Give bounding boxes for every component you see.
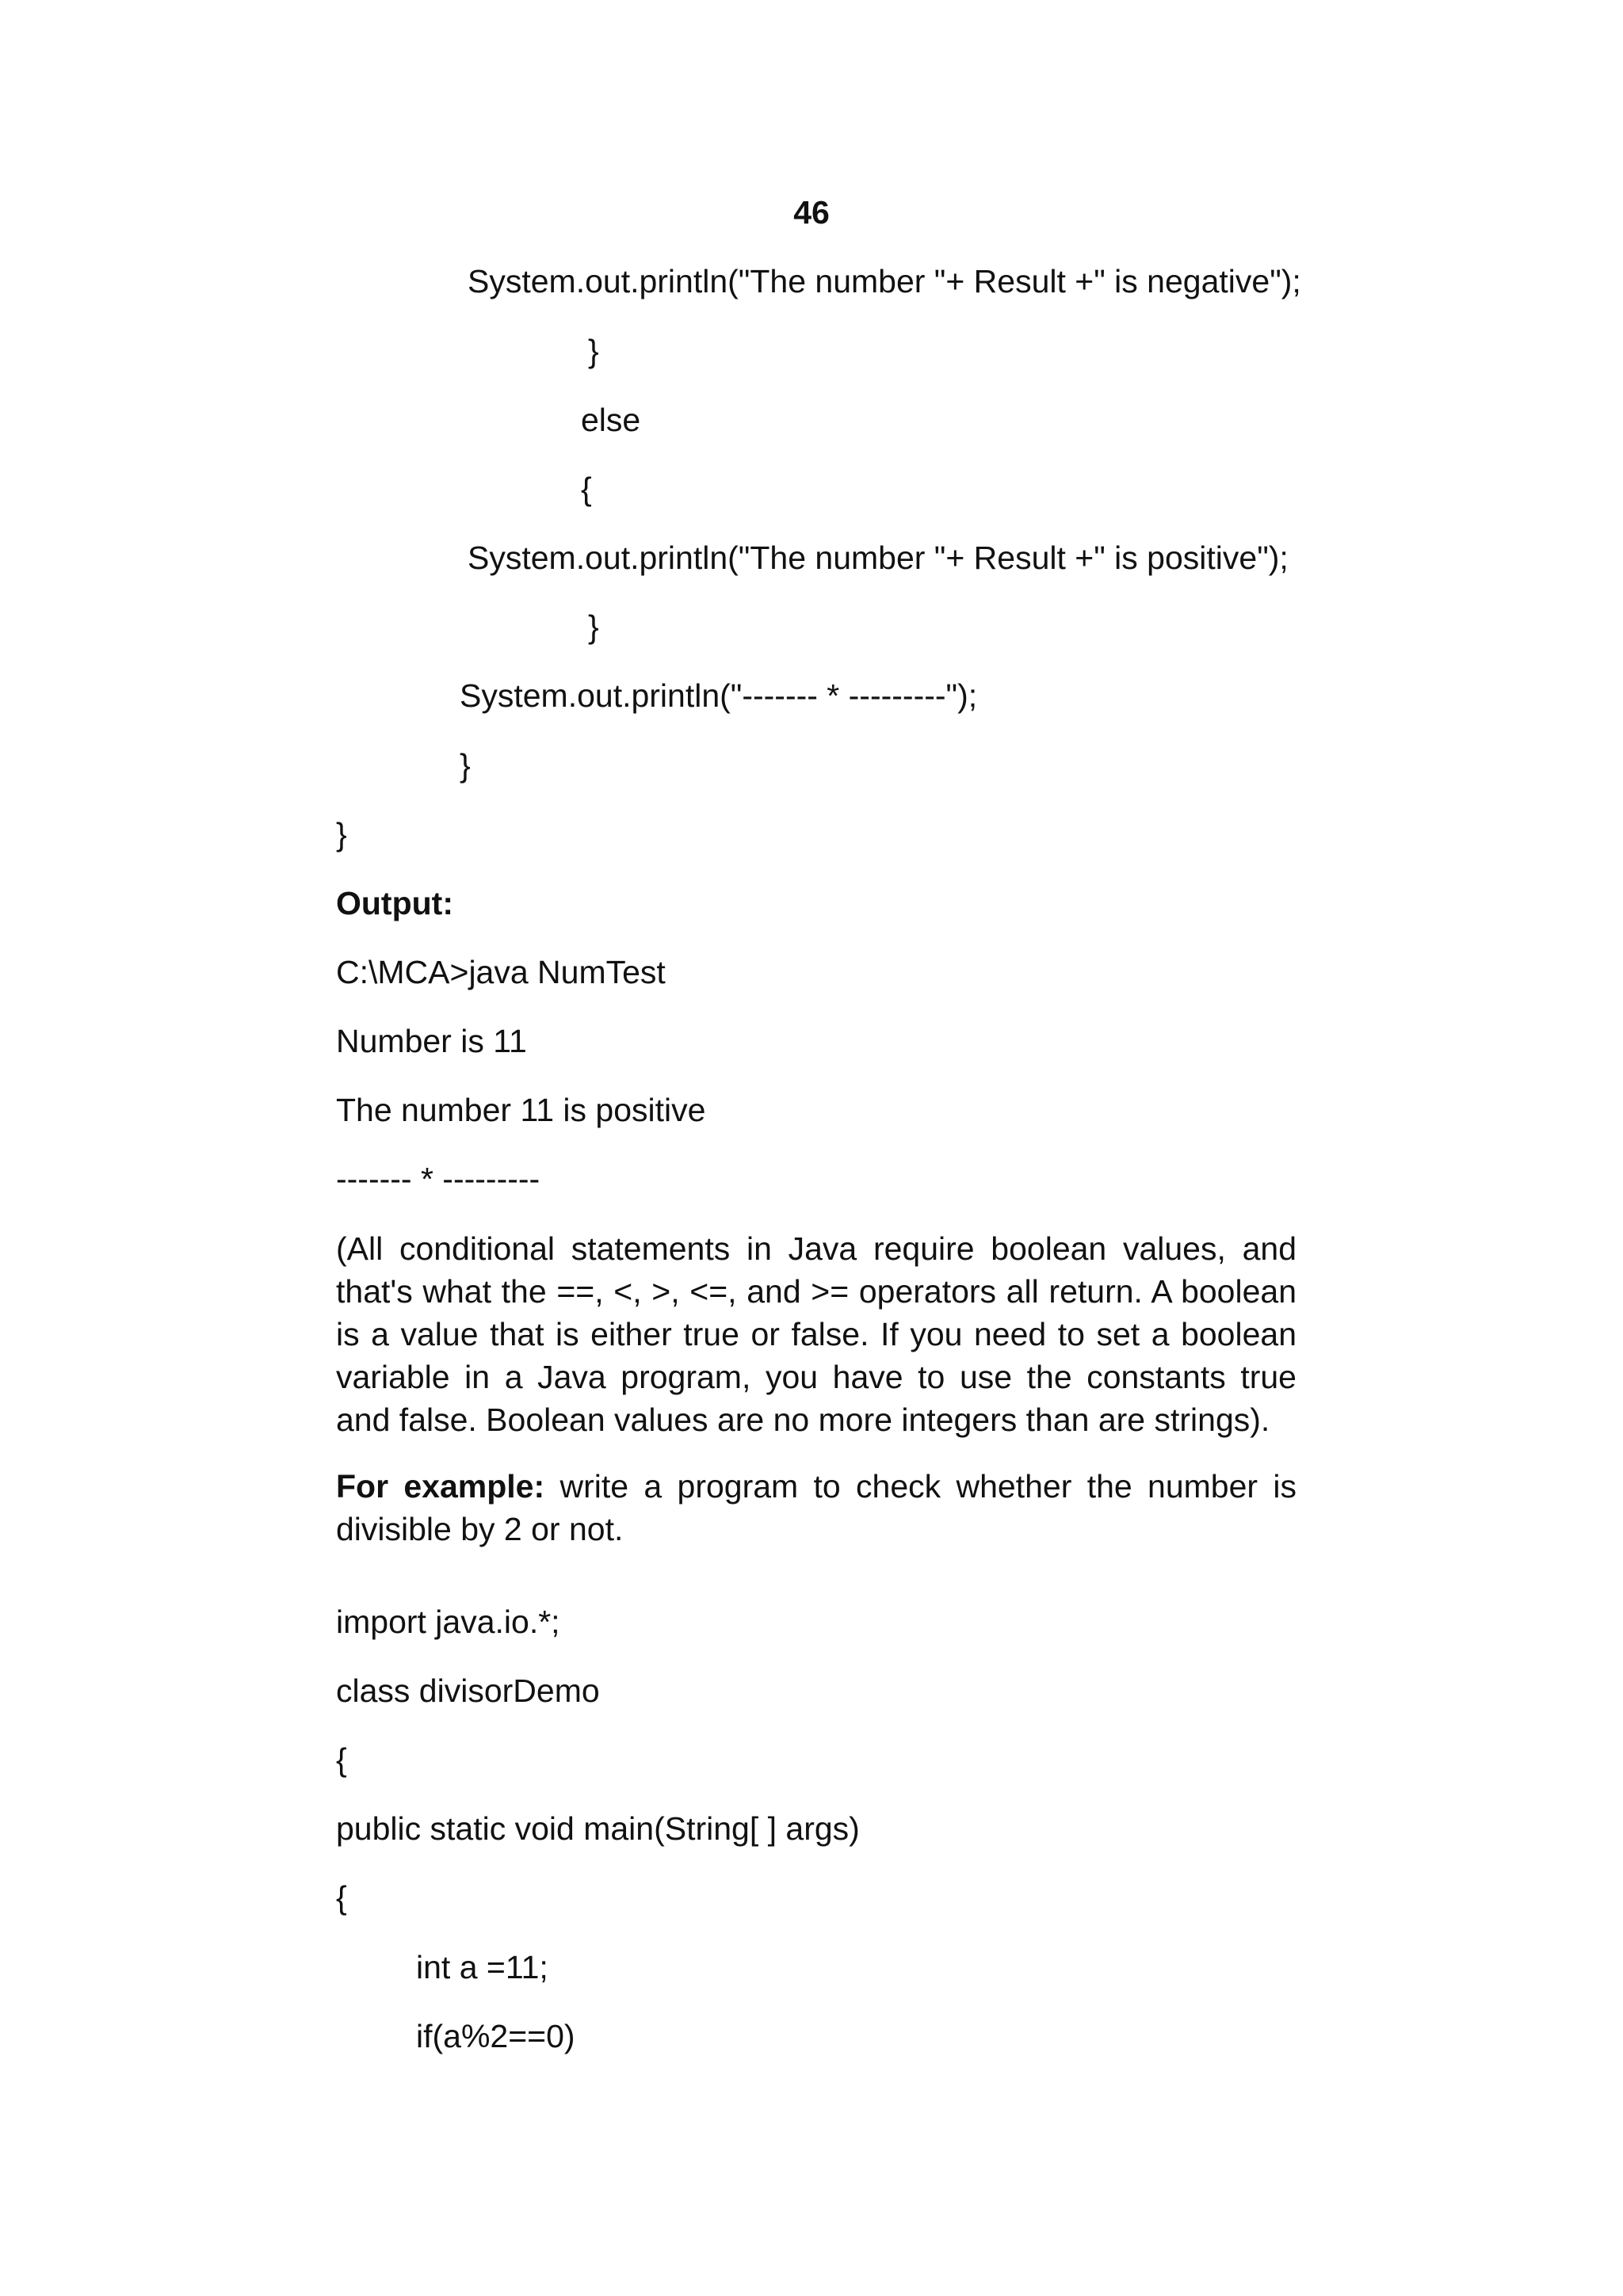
code-line: public static void main(String[ ] args) <box>336 1810 860 1847</box>
code-line: else <box>581 402 641 438</box>
code-line: import java.io.*; <box>336 1604 560 1640</box>
code-line: } <box>336 816 347 852</box>
code-line: } <box>588 608 599 645</box>
example-label: For example: <box>336 1468 545 1505</box>
code-line: System.out.println("------- * ---------"); <box>460 677 978 714</box>
code-line: { <box>336 1879 347 1916</box>
code-line: } <box>460 747 471 784</box>
code-line: { <box>581 471 592 507</box>
code-line: } <box>588 333 599 369</box>
output-line: ------- * --------- <box>336 1161 540 1197</box>
example-paragraph <box>336 1465 1296 1550</box>
output-line: C:\MCA>java NumTest <box>336 954 666 990</box>
code-line: { <box>336 1741 347 1778</box>
output-line: Number is 11 <box>336 1023 527 1059</box>
code-line: if(a%2==0) <box>416 2018 575 2054</box>
code-line: System.out.println("The number "+ Result +" is positive"); <box>468 540 1289 576</box>
example-text: write a program to check whether the number is divisible by 2 or not. <box>336 1468 1296 1547</box>
output-line: The number 11 is positive <box>336 1092 706 1128</box>
output-heading: Output: <box>336 885 453 921</box>
code-line: class divisorDemo <box>336 1672 600 1709</box>
explanation-paragraph: (All conditional statements in Java require boolean values, and that's what the ==, <, >, <=, and >= operators all return. A boolean is a value that is either true or false. If you need to set a boolean variable in a Java program, you have to use the constants true and false. Boolean values are no more integers than are strings). <box>336 1230 1296 1438</box>
page-number: 46 <box>793 194 830 231</box>
code-line: System.out.println("The number "+ Result +" is negative"); <box>468 263 1301 299</box>
code-line: int a =11; <box>416 1949 548 1985</box>
